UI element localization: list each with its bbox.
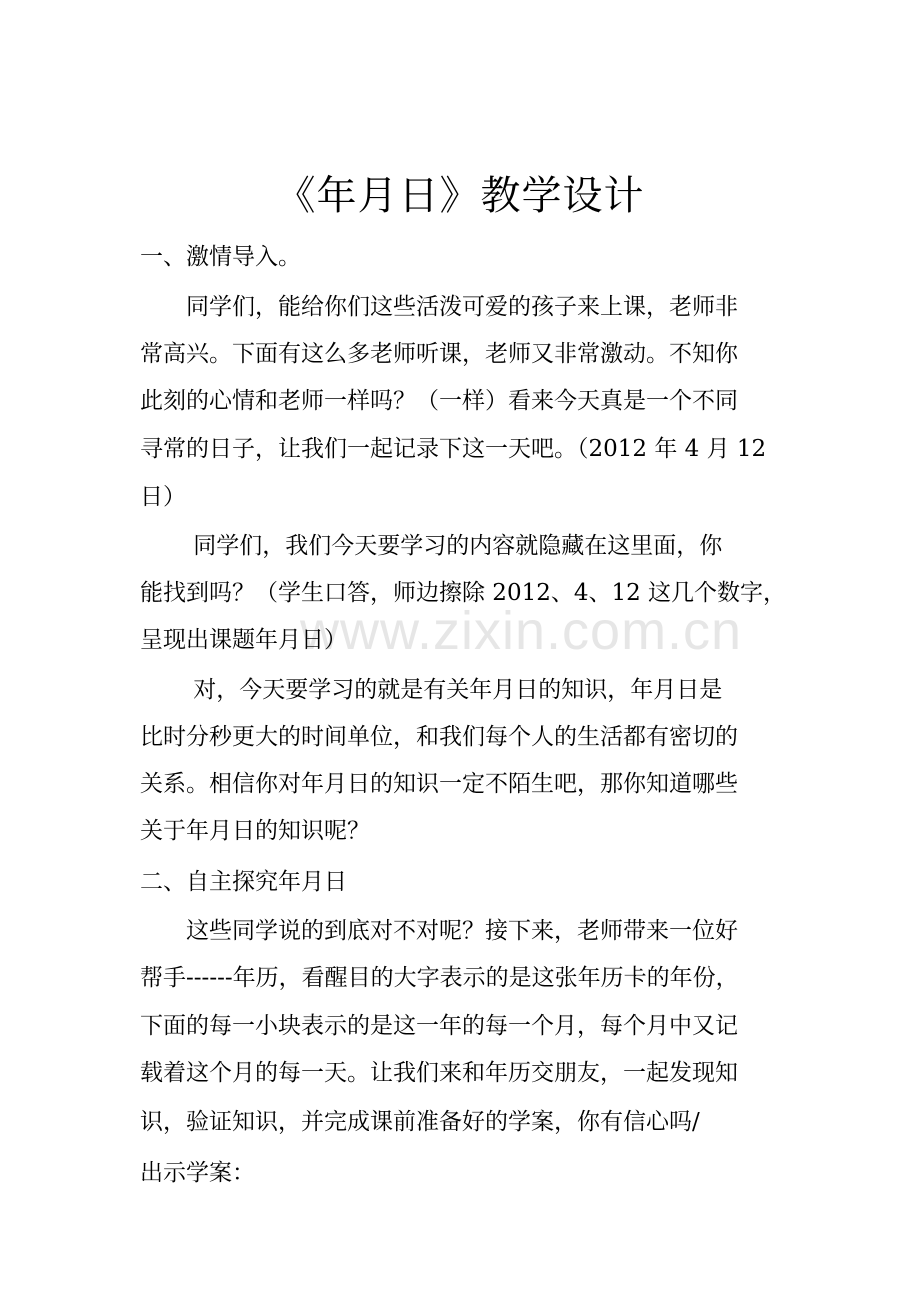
paragraph-line: 寻常的日子，让我们一起记录下这一天吧。（2012 年 4 月 12	[140, 436, 767, 462]
paragraph-line: 出示学案：	[140, 1160, 255, 1186]
paragraph-line: 下面的每一小块表示的是这一年的每一个月，每个月中又记	[140, 1013, 738, 1039]
paragraph-line: 关系。相信你对年月日的知识一定不陌生吧，那你知道哪些	[140, 771, 738, 797]
paragraph-line: 比时分秒更大的时间单位，和我们每个人的生活都有密切的	[140, 724, 738, 750]
paragraph-line: 识，验证知识，并完成课前准备好的学案，你有信心吗/	[140, 1109, 700, 1135]
paragraph-line: 载着这个月的每一天。让我们来和年历交朋友，一起发现知	[140, 1060, 738, 1086]
paragraph-line: 这些同学说的到底对不对呢？接下来，老师带来一位好	[140, 918, 738, 944]
paragraph-line: 常高兴。下面有这么多老师听课，老师又非常激动。不知你	[140, 341, 738, 367]
watermark: www.zixin.com.cn	[300, 601, 743, 661]
paragraph-line: 关于年月日的知识呢？	[140, 818, 370, 844]
paragraph-line: 同学们，能给你们这些活泼可爱的孩子来上课，老师非	[140, 294, 738, 320]
paragraph-line: 日）	[140, 484, 186, 510]
paragraph-line: 此刻的心情和老师一样吗？（一样）看来今天真是一个不同	[140, 388, 738, 414]
document-title: 《年月日》教学设计	[275, 173, 645, 219]
paragraph-line: 帮手------年历，看醒目的大字表示的是这张年历卡的年份，	[140, 965, 739, 991]
paragraph-line: 呈现出课题年月日）	[140, 627, 347, 653]
paragraph-line: 同学们，我们今天要学习的内容就隐藏在这里面，你	[140, 533, 723, 559]
paragraph-line: 能找到吗？（学生口答，师边擦除 2012、4、12 这几个数字，	[140, 580, 787, 606]
section-heading-2: 二、自主探究年月日	[140, 869, 347, 895]
section-heading-1: 一、激情导入。	[140, 244, 301, 270]
paragraph-line: 对，今天要学习的就是有关年月日的知识，年月日是	[140, 677, 723, 703]
